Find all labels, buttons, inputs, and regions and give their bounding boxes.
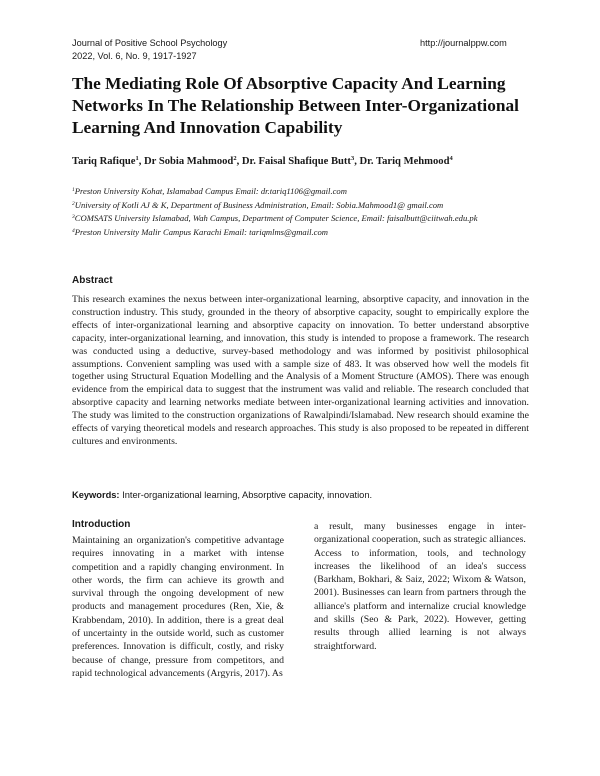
journal-url[interactable]: http://journalppw.com — [420, 38, 507, 48]
keywords-text: Inter-organizational learning, Absorptive capacity, innovation. — [122, 490, 373, 500]
abstract-heading: Abstract — [72, 275, 113, 286]
author-name: Dr. Faisal Shafique Butt — [241, 156, 351, 167]
introduction-right-column — [314, 520, 526, 653]
author-superscript: 1 — [135, 155, 139, 162]
author-superscript: 4 — [449, 155, 453, 162]
introduction-left-column — [72, 534, 284, 680]
paper-title: The Mediating Role Of Absorptive Capacity And Learning Networks In The Relationship Between Inter-Organizational Learning And Innovation Capability — [72, 74, 519, 137]
author-superscript: 3 — [350, 155, 355, 162]
affiliations — [72, 184, 542, 238]
author-name: Dr Sobia Mahmood — [144, 156, 234, 167]
affiliation-item: $^3$COMSATS University Islamabad, Wah Campus, Department of Computer Science, Email: faisalbutt@ciitwah.edu.pk — [72, 213, 478, 223]
paragraph: a result, many businesses engage in inter-organizational cooperation, such as strategic alliances. — [314, 521, 526, 546]
running-header — [72, 37, 227, 62]
affiliation-item: $^1$Preston University Kohat, Islamabad Campus Email: dr.tariq1106@gmail.com — [72, 186, 347, 196]
abstract-body: This research examines the nexus between inter-organizational learning, absorptive capacity, and innovation in the construction industry. This study, grounded in the theory of absorptive capacity, sought to empirically explore the effects of inter-organizational learning and absorptive capacity on innovation. To better understand absorptive capacity, inter-organizational learning, and innovation, this study is intended to propose a framework. The research was conducted using a deductive, survey-based methodology and was informed by positivist philosophical assumptions. Convenient sampling was used with a sample size of 483. It was observed how well the models fit together using Structural Equation Modelling and the Analysis of a Moment Structure (AMOS). There was enough evidence from the empirical data to suggest that the instrument was valid and reliable. The research concluded that absorptive capacity and learning networks mediate between inter-organizational learning activities and innovation. The study was limited to the construction organizations of Rawalpindi/Islamabad. New research should examine the effects of varying theoretical models and research approaches. This study is also proposed to be repeated in different cultures and environments. — [72, 294, 529, 447]
keywords — [72, 490, 532, 500]
paragraph: Access to information, tools, and technology increases the likelihood of an idea's success (Barkham, Bokhari, & Saiz, 2022; Wixom & Watson, 2001). Businesses can learn from partners through the alliance's platform and internalize crucial knowledge and skills (Seo & Park, 2022). However, getting results through allied learning is not always straightforward. — [314, 547, 526, 652]
volume-info: 2022, Vol. 6, No. 9, 1917-1927 — [72, 50, 197, 61]
keywords-label: Keywords: — [72, 490, 120, 500]
author-name: Tariq Rafique — [72, 156, 136, 167]
author-superscript: 2 — [233, 155, 237, 162]
author-list: Tariq Rafique$^1$, Dr Sobia Mahmood$^2$, Dr. Faisal Shafique Butt$^3$, Dr. Tariq Mehmood$^4$ — [72, 155, 453, 167]
journal-name: Journal of Positive School Psychology — [72, 38, 228, 48]
introduction-heading: Introduction — [72, 519, 131, 530]
author-name: Dr. Tariq Mehmood — [359, 156, 450, 167]
affiliation-item: $^2$University of Kotli AJ & K, Department of Business Administration, Email: Sobia.Mahmood1@ gmail.com — [72, 199, 444, 210]
paragraph: Maintaining an organization's competitive advantage requires innovating in a market with intense competition and a rapidly changing environment. In other words, the firm can achieve its growth and survival through the ongoing development of new products and management procedures (Ren, Xie, & Krabbendam, 2010). In addition, there is a great deal of uncertainty in the outside world, such as customer preferences. Innovation is difficult, costly, and risky because of change, pressure from competitors, and rapid technological advancements (Argyris, 2017). As — [72, 535, 284, 679]
affiliation-item: $^4$Preston University Malir Campus Karachi Email: tariqmlms@gmail.com — [72, 226, 328, 237]
